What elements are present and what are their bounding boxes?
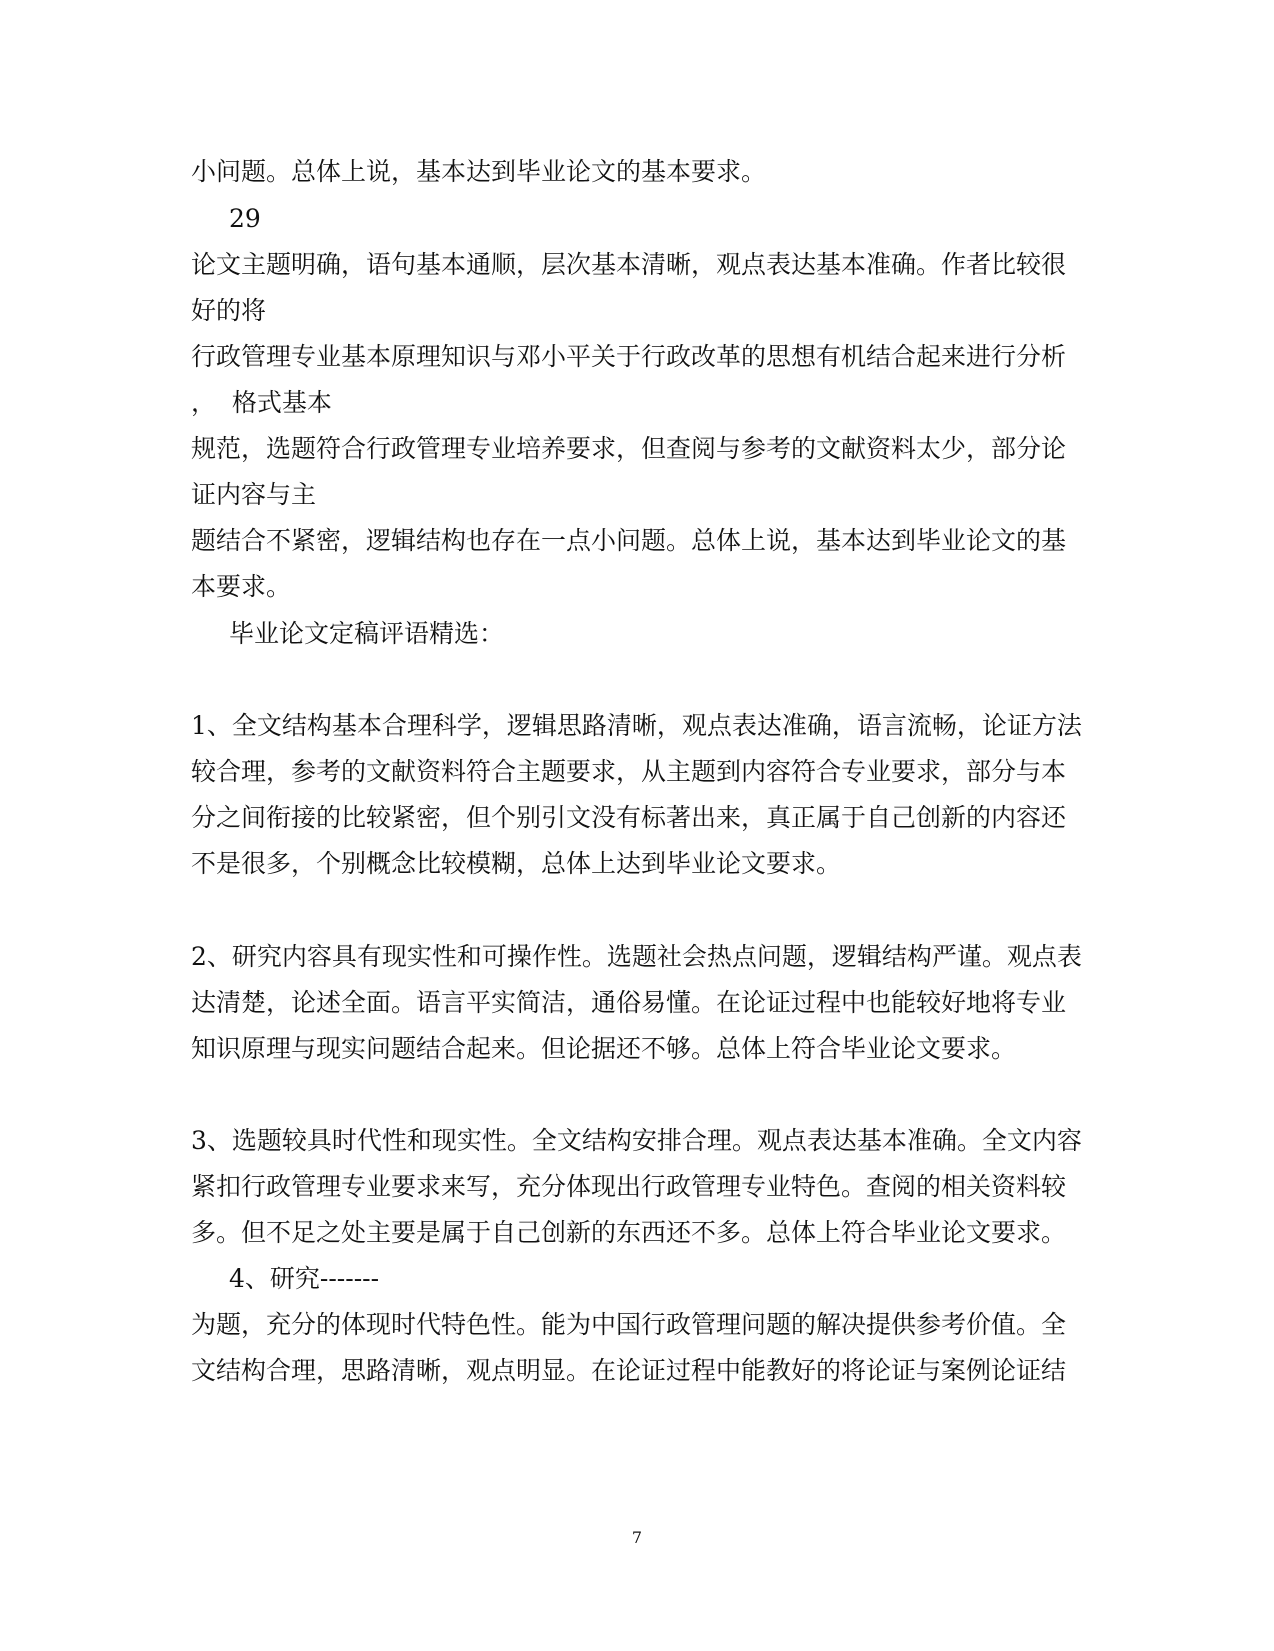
text-line: 2、研究内容具有现实性和可操作性。选题社会热点问题，逻辑结构严谨。观点表 bbox=[191, 942, 1082, 971]
text-line: 1、全文结构基本合理科学，逻辑思路清晰，观点表达准确，语言流畅，论证方法 bbox=[191, 711, 1082, 740]
text-line: 行政管理专业基本原理知识与邓小平关于行政改革的思想有机结合起来进行分析 bbox=[191, 342, 1067, 371]
text-line: 多。但不足之处主要是属于自己创新的东西还不多。总体上符合毕业论文要求。 bbox=[191, 1218, 1067, 1247]
text-line: 证内容与主 bbox=[191, 480, 317, 509]
text-line: 规范，选题符合行政管理专业培养要求，但查阅与参考的文献资料太少，部分论 bbox=[191, 434, 1067, 463]
text-line: 较合理，参考的文献资料符合主题要求，从主题到内容符合专业要求，部分与本 bbox=[191, 757, 1067, 786]
text-line: 论文主题明确，语句基本通顺，层次基本清晰，观点表达基本准确。作者比较很 bbox=[191, 250, 1067, 279]
text-line: 分之间衔接的比较紧密，但个别引文没有标著出来，真正属于自己创新的内容还 bbox=[191, 803, 1067, 832]
text-line: ， 格式基本 bbox=[191, 388, 332, 417]
text-line: 3、选题较具时代性和现实性。全文结构安排合理。观点表达基本准确。全文内容 bbox=[191, 1126, 1082, 1155]
text-line: 为题，充分的体现时代特色性。能为中国行政管理问题的解决提供参考价值。全 bbox=[191, 1310, 1067, 1339]
text-line: 好的将 bbox=[191, 296, 267, 325]
text-line: 不是很多，个别概念比较模糊，总体上达到毕业论文要求。 bbox=[191, 849, 842, 878]
text-line: 知识原理与现实问题结合起来。但论据还不够。总体上符合毕业论文要求。 bbox=[191, 1034, 1017, 1063]
text-line: 文结构合理，思路清晰，观点明显。在论证过程中能教好的将论证与案例论证结 bbox=[191, 1356, 1067, 1385]
text-line: 小问题。总体上说，基本达到毕业论文的基本要求。 bbox=[191, 157, 767, 186]
section-heading: 毕业论文定稿评语精选： bbox=[229, 619, 505, 648]
text-line: 达清楚，论述全面。语言平实简洁，通俗易懂。在论证过程中也能较好地将专业 bbox=[191, 988, 1067, 1017]
text-line: 紧扣行政管理专业要求来写，充分体现出行政管理专业特色。查阅的相关资料较 bbox=[191, 1172, 1067, 1201]
page-number: 7 bbox=[631, 1528, 643, 1547]
text-line: 4、研究------- bbox=[229, 1264, 380, 1293]
text-line: 本要求。 bbox=[191, 572, 292, 601]
text-line: 29 bbox=[229, 204, 261, 233]
text-line: 题结合不紧密，逻辑结构也存在一点小问题。总体上说，基本达到毕业论文的基 bbox=[191, 526, 1067, 555]
